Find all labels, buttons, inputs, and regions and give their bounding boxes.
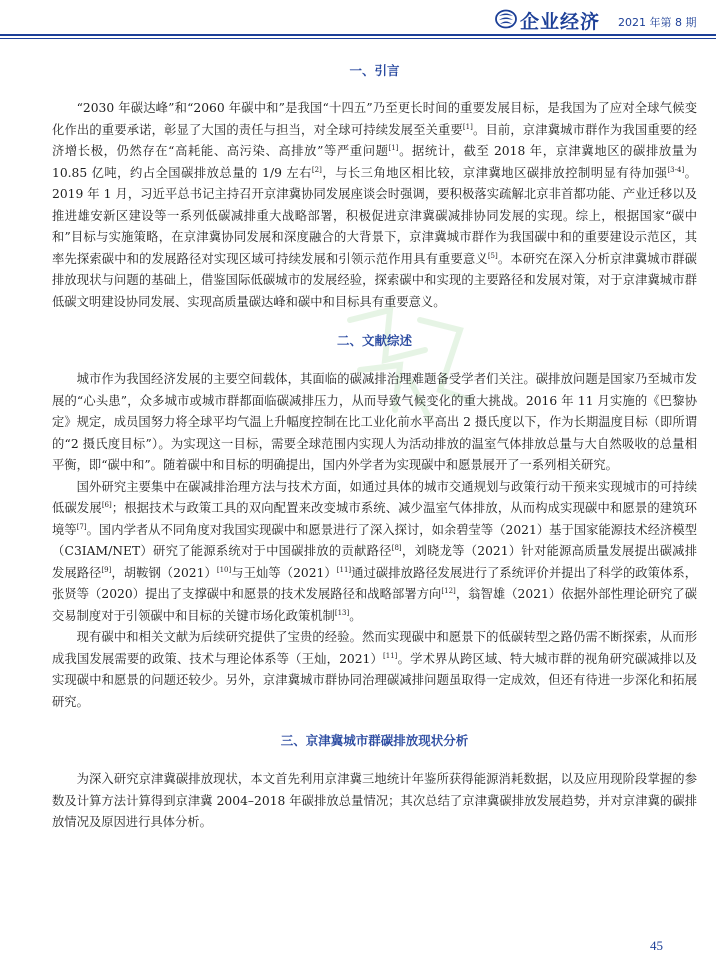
- body-paragraph: [52, 627, 697, 713]
- citation-marker: [10]: [216, 565, 232, 574]
- journal-logo-icon: [495, 9, 517, 29]
- paragraph-text: ，翁智雄（2021）依据外部性理论研究了碳交易制度对于引领碳中和目标的关键市场化政策机制: [52, 587, 697, 623]
- citation-marker: [2]: [311, 165, 322, 174]
- header-divider: [0, 34, 716, 36]
- paragraph-text: 。国内学者从不同角度对我国实现碳中和愿景进行了深入探讨，如余碧莹等（2021）基于国家能源技术经济模型（C3IAM/NET）研究了能源系统对于中国碳排放的贡献路径: [52, 522, 697, 558]
- paragraph-text: 通过碳排放路径发展进行了系统评价并提出了科学的政策体系，张贤等（2020）提出了支撑碳中和愿景的技术发展路径和战略部署方向: [52, 565, 698, 601]
- citation-marker: [11]: [383, 651, 398, 660]
- article-body: [52, 58, 697, 834]
- citation-marker: [3-4]: [667, 165, 685, 174]
- citation-marker: [8]: [391, 543, 402, 552]
- citation-marker: [7]: [76, 522, 87, 531]
- journal-header: [0, 6, 716, 32]
- citation-marker: [12]: [441, 586, 456, 595]
- citation-marker: [5]: [487, 251, 498, 260]
- journal-name: 企业经济: [520, 11, 601, 33]
- paragraph-text: ；根据技术与政策工具的双向配置来改变城市系统、减少温室气体排放，从而构成实现碳中和愿景的建筑环境等: [52, 501, 697, 537]
- section-emission-status-body: [52, 769, 697, 834]
- paragraph-text: 。: [349, 608, 362, 623]
- issue-label: 2021 年第 8 期: [618, 16, 697, 29]
- paragraph-text: 现有碳中和相关文献为后续研究提供了宝贵的经验。然而实现碳中和愿景下的低碳转型之路仍需不断探索，从而形成我国发展需要的政策、技术与理论体系等（王灿，2021）: [52, 630, 697, 666]
- paragraph-text: 。本研究在深入分析京津冀城市群碳排放现状与问题的基础上，借鉴国际低碳城市的发展经验，探索碳中和实现的主要路径和发展对策，对于京津冀城市群低碳文明建设协同发展、实现高质量碳达峰和碳中和目标具有重要意义。: [52, 251, 697, 309]
- citation-marker: [11]: [336, 565, 352, 574]
- paragraph-text: 国外研究主要集中在碳减排治理方法与技术方面，如通过具体的城市交通规划与政策行动干预来实现城市的可持续低碳发展: [52, 479, 697, 515]
- paragraph-text: “2030 年碳达峰”和“2060 年碳中和”是我国“十四五”乃至更长时间的重要发展目标，是我国为了应对全球气候变化作出的重要承诺，彰显了大国的责任与担当，对全球可持续发展至关重要: [52, 101, 697, 137]
- body-paragraph: [52, 477, 697, 628]
- paragraph-text: 。据统计，截至 2018 年，京津冀地区的碳排放量为 10.85 亿吨，约占全国碳排放总量的 1/9 左右: [52, 144, 697, 180]
- citation-marker: [9]: [101, 565, 112, 574]
- body-paragraph: [52, 369, 697, 477]
- paragraph-text: 。学术界从跨区域、特大城市群的视角研究碳减排以及实现碳中和愿景的问题还较少。另外，京津冀城市群协同治理碳减排问题虽取得一定成效，但还有待进一步深化和拓展研究。: [52, 651, 697, 709]
- paragraph-text: 为深入研究京津冀碳排放现状，本文首先利用京津冀三地统计年鉴所获得能源消耗数据，以及应用现阶段掌握的参数及计算方法计算得到京津冀 2004–2018 年碳排放总量情况；其次总结了京津冀碳排放发展趋势，并对京津冀的碳排放情况及原因进行具体分析。: [52, 772, 697, 829]
- section-heading-introduction: 一、引言: [349, 63, 400, 78]
- paragraph-text: 与王灿等（2021）: [231, 565, 337, 580]
- section-literature-review-body: [52, 369, 697, 713]
- section-heading-literature-review: 二、文献综述: [336, 333, 412, 348]
- citation-marker: [6]: [101, 500, 112, 509]
- section-introduction-body: [52, 98, 697, 313]
- paragraph-text: 。2019 年 1 月，习近平总书记主持召开京津冀协同发展座谈会时强调，要积极落实疏解北京非首都功能、产业迁移以及推进雄安新区建设等一系列低碳减排重大战略部署，积极促进京津冀碳减排协同发展的实现。综上，根据国家“碳中和”目标与实施策略，在京津冀协同发展和深度融合的大背景下，京津冀城市群作为我国碳中和的重要建设示范区，其率先探索碳中和的发展路径对实现区域可持续发展和引领示范作用具有重要意义: [52, 165, 697, 266]
- section-heading-emission-status: 三、京津冀城市群碳排放现状分析: [280, 733, 469, 748]
- body-paragraph: [52, 98, 697, 313]
- header-divider-thin: [0, 38, 716, 39]
- paragraph-text: ，胡鞍钢（2021）: [111, 565, 217, 580]
- paragraph-text: 城市作为我国经济发展的主要空间载体，其面临的碳减排治理难题备受学者们关注。碳排放问题是国家乃至城市发展的“心头患”，众多城市或城市群都面临碳减排压力，从而导致气候变化的重大挑战。2016 年 11 月实施的《巴黎协定》规定，成员国努力将全球平均气温上升幅度控制在比工业化前水平高出 2 摄氏度以下，作为长期温度目标（即所谓的“2 摄氏度目标”）。为实现这一目标，需要全球范围内实现人为活动排放的温室气体排放总量与大自然吸收的总量相平衡，即“碳中和”。随着碳中和目标的明确提出，国内外学者为实现碳中和愿景展开了一系列相关研究。: [52, 372, 697, 472]
- page-number: 45: [650, 938, 663, 953]
- paragraph-text: ，刘晓龙等（2021）针对能源高质量发展提出碳减排发展路径: [52, 544, 697, 580]
- paragraph-text: 。目前，京津冀城市群作为我国重要的经济增长极，仍然存在“高耗能、高污染、高排放”等严重问题: [52, 122, 697, 158]
- paragraph-text: ，与长三角地区相比较，京津冀地区碳排放控制明显有待加强: [321, 165, 668, 180]
- citation-marker: [13]: [334, 608, 350, 617]
- citation-marker: [1]: [462, 122, 473, 131]
- body-paragraph: [52, 769, 697, 834]
- citation-marker: [1]: [388, 143, 399, 152]
